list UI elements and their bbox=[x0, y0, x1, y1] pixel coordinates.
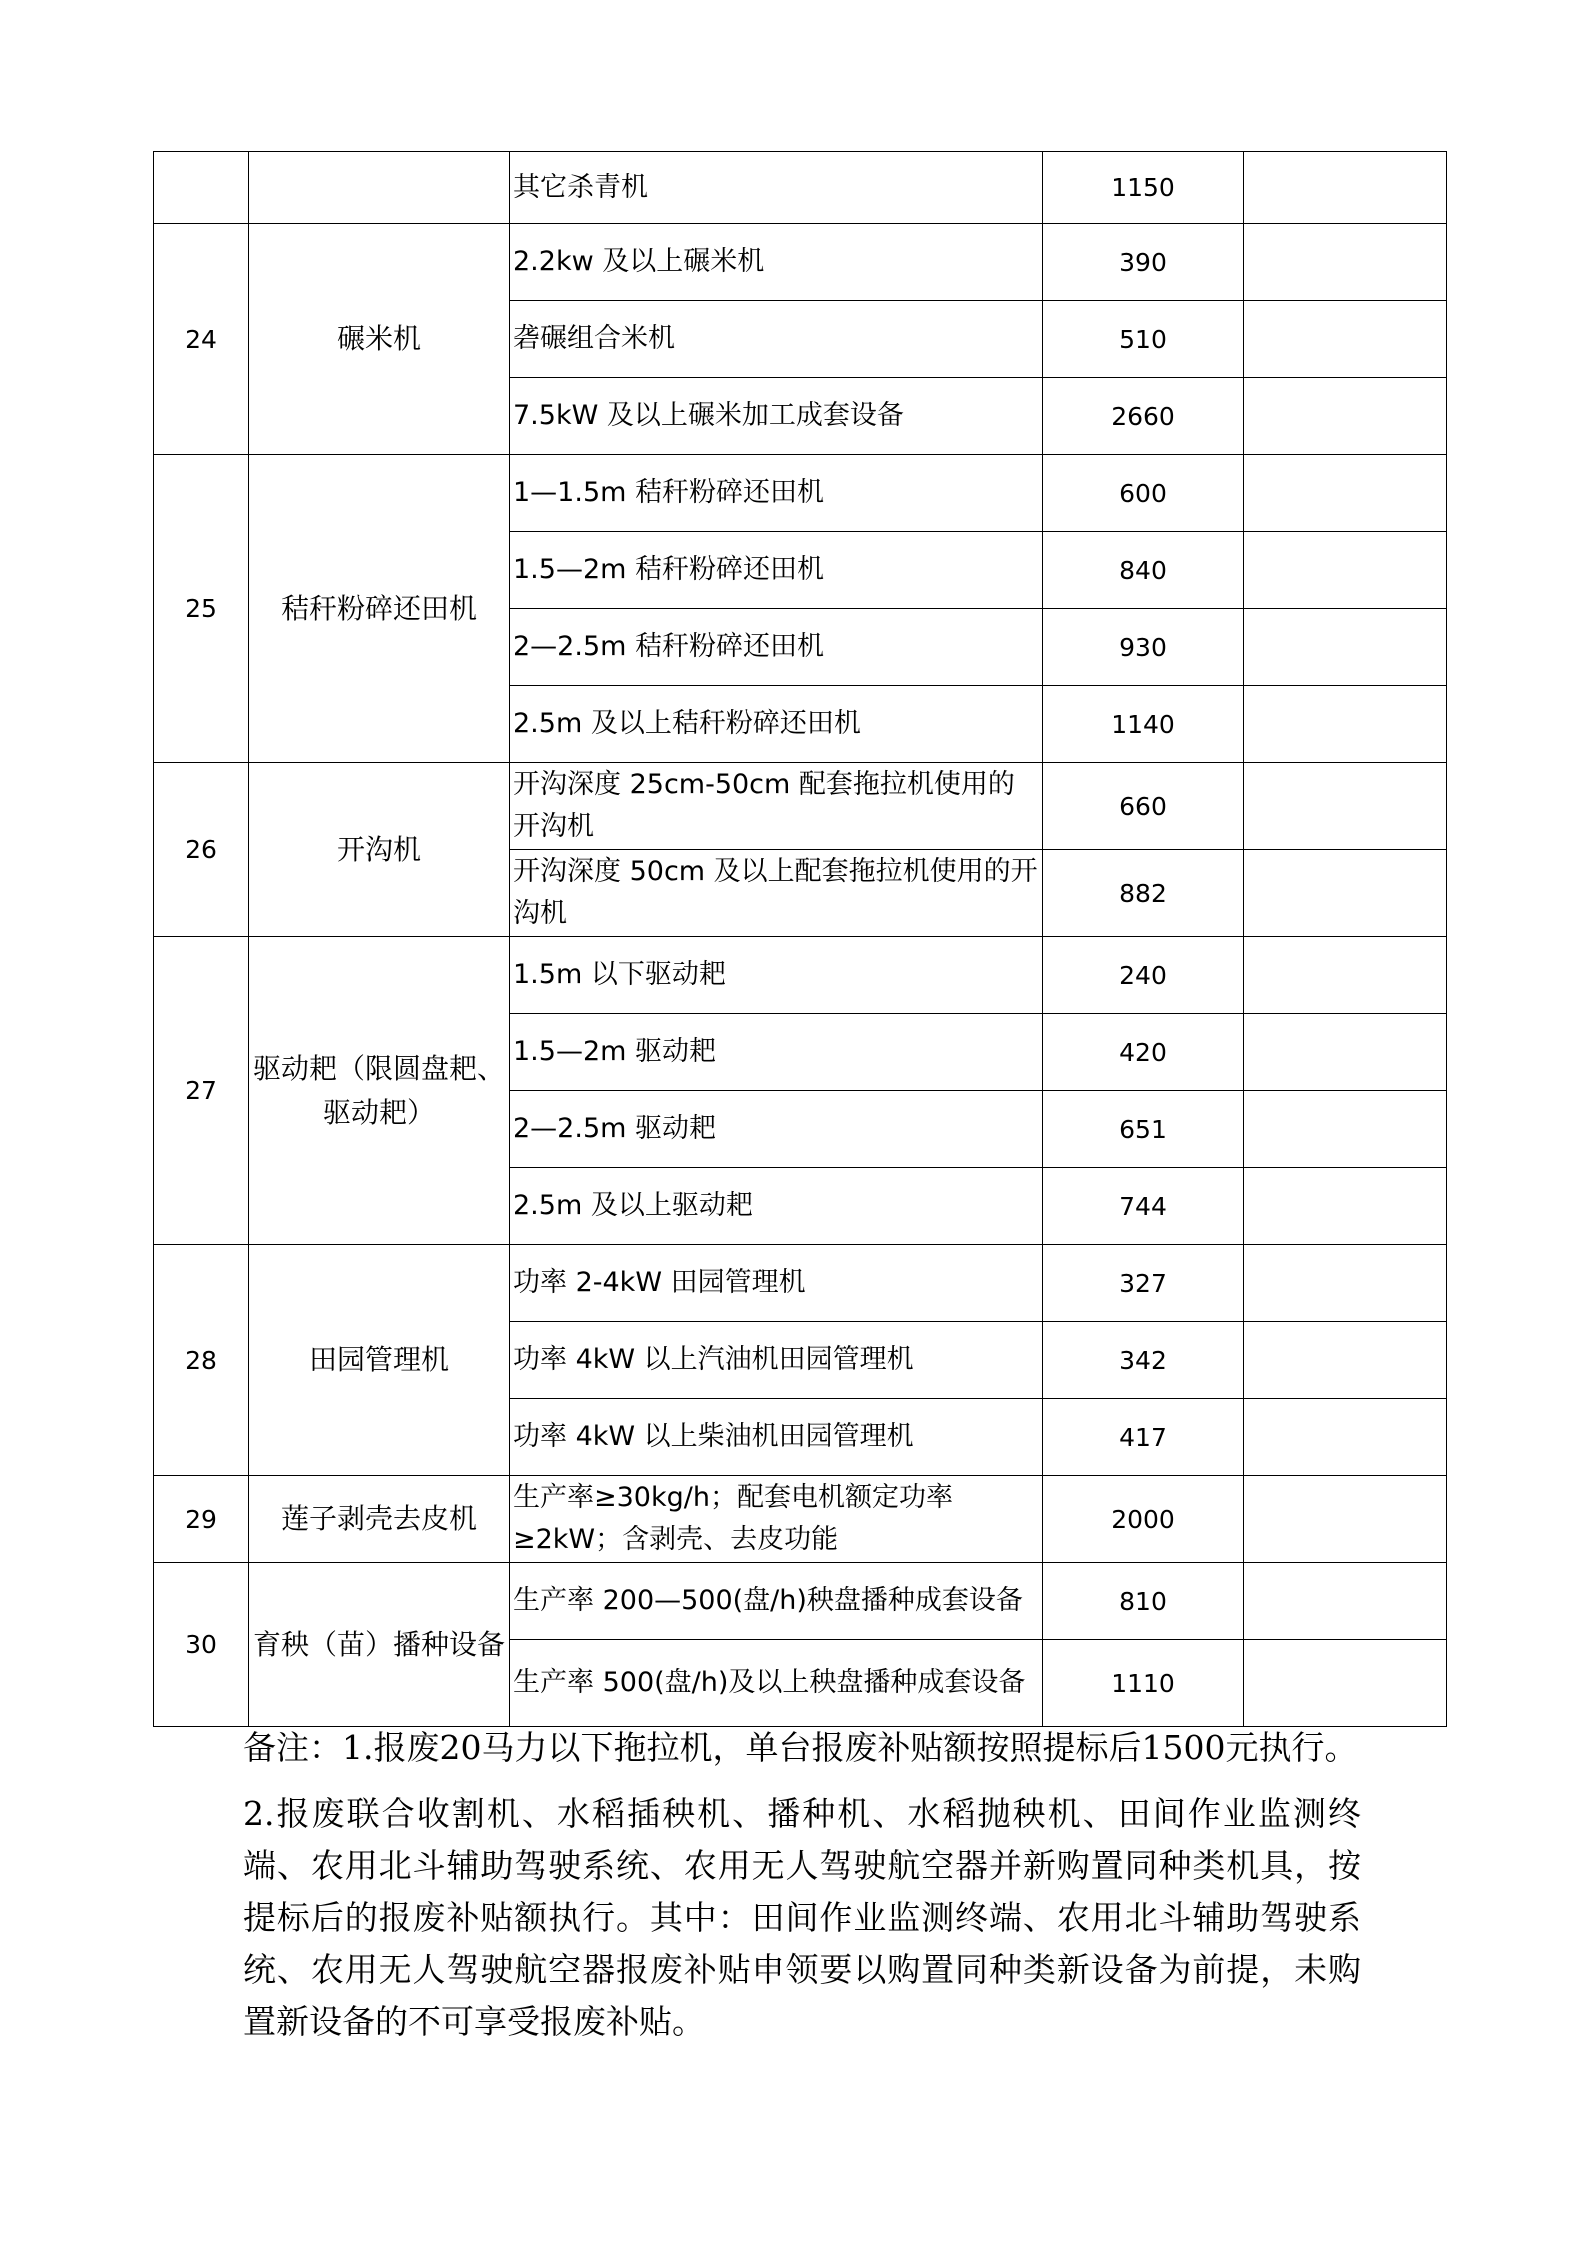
category-number: 28 bbox=[154, 1245, 249, 1476]
subsidy-amount: 510 bbox=[1043, 301, 1244, 378]
category-number: 25 bbox=[154, 455, 249, 763]
item-description: 2.5m 及以上驱动耙 bbox=[510, 1168, 1043, 1245]
subsidy-amount: 882 bbox=[1043, 850, 1244, 937]
remark-cell bbox=[1244, 455, 1447, 532]
remark-cell bbox=[1244, 763, 1447, 850]
subsidy-amount: 744 bbox=[1043, 1168, 1244, 1245]
remark-cell bbox=[1244, 1640, 1447, 1727]
category-number: 29 bbox=[154, 1476, 249, 1563]
subsidy-table bbox=[153, 151, 1447, 1727]
item-description: 2.2kw 及以上碾米机 bbox=[510, 224, 1043, 301]
item-description: 2.5m 及以上秸秆粉碎还田机 bbox=[510, 686, 1043, 763]
subsidy-amount: 810 bbox=[1043, 1563, 1244, 1640]
table-row bbox=[154, 937, 1447, 1014]
table-row bbox=[154, 1245, 1447, 1322]
category-name: 开沟机 bbox=[249, 763, 510, 937]
remark-cell bbox=[1244, 1563, 1447, 1640]
remark-cell bbox=[1244, 686, 1447, 763]
subsidy-amount: 930 bbox=[1043, 609, 1244, 686]
item-description: 生产率≥30kg/h；配套电机额定功率≥2kW；含剥壳、去皮功能 bbox=[510, 1476, 1043, 1563]
item-description: 1.5—2m 驱动耙 bbox=[510, 1014, 1043, 1091]
category-name-cell bbox=[249, 152, 510, 224]
note-1: 备注：1.报废20马力以下拖拉机，单台报废补贴额按照提标后1500元执行。 bbox=[243, 1728, 1358, 1767]
item-description: 功率 4kW 以上柴油机田园管理机 bbox=[510, 1399, 1043, 1476]
category-name: 秸秆粉碎还田机 bbox=[249, 455, 510, 763]
category-name: 莲子剥壳去皮机 bbox=[249, 1476, 510, 1563]
item-description: 生产率 200—500(盘/h)秧盘播种成套设备 bbox=[510, 1563, 1043, 1640]
subsidy-table-body bbox=[154, 152, 1447, 1727]
remark-cell bbox=[1244, 1322, 1447, 1399]
category-number: 30 bbox=[154, 1563, 249, 1727]
item-description: 2—2.5m 秸秆粉碎还田机 bbox=[510, 609, 1043, 686]
remark-cell bbox=[1244, 850, 1447, 937]
table-row bbox=[154, 152, 1447, 224]
item-description: 2—2.5m 驱动耙 bbox=[510, 1091, 1043, 1168]
category-name: 田园管理机 bbox=[249, 1245, 510, 1476]
item-description: 开沟深度 50cm 及以上配套拖拉机使用的开沟机 bbox=[510, 850, 1043, 937]
remark-cell bbox=[1244, 224, 1447, 301]
subsidy-amount: 660 bbox=[1043, 763, 1244, 850]
item-description: 1.5m 以下驱动耙 bbox=[510, 937, 1043, 1014]
remark-cell bbox=[1244, 378, 1447, 455]
table-row bbox=[154, 1563, 1447, 1640]
table-row bbox=[154, 1476, 1447, 1563]
item-description: 1—1.5m 秸秆粉碎还田机 bbox=[510, 455, 1043, 532]
remark-cell bbox=[1244, 937, 1447, 1014]
remark-cell bbox=[1244, 1014, 1447, 1091]
item-description: 功率 2-4kW 田园管理机 bbox=[510, 1245, 1043, 1322]
subsidy-amount: 390 bbox=[1043, 224, 1244, 301]
remark-cell bbox=[1244, 1168, 1447, 1245]
item-description: 1.5—2m 秸秆粉碎还田机 bbox=[510, 532, 1043, 609]
remark-cell bbox=[1244, 301, 1447, 378]
remark-cell bbox=[1244, 1399, 1447, 1476]
notes-section bbox=[243, 1722, 1361, 2048]
subsidy-amount: 420 bbox=[1043, 1014, 1244, 1091]
subsidy-amount: 417 bbox=[1043, 1399, 1244, 1476]
remark-cell bbox=[1244, 609, 1447, 686]
item-description: 7.5kW 及以上碾米加工成套设备 bbox=[510, 378, 1043, 455]
subsidy-amount: 240 bbox=[1043, 937, 1244, 1014]
item-description: 开沟深度 25cm-50cm 配套拖拉机使用的开沟机 bbox=[510, 763, 1043, 850]
subsidy-amount: 1140 bbox=[1043, 686, 1244, 763]
table-row bbox=[154, 455, 1447, 532]
subsidy-amount: 2660 bbox=[1043, 378, 1244, 455]
subsidy-amount: 1110 bbox=[1043, 1640, 1244, 1727]
remark-cell bbox=[1244, 1476, 1447, 1563]
subsidy-amount: 327 bbox=[1043, 1245, 1244, 1322]
table-row bbox=[154, 763, 1447, 850]
category-number: 26 bbox=[154, 763, 249, 937]
remark-cell bbox=[1244, 1245, 1447, 1322]
category-number-cell bbox=[154, 152, 249, 224]
subsidy-amount: 342 bbox=[1043, 1322, 1244, 1399]
category-number: 24 bbox=[154, 224, 249, 455]
remark-cell bbox=[1244, 532, 1447, 609]
item-description: 生产率 500(盘/h)及以上秧盘播种成套设备 bbox=[510, 1640, 1043, 1727]
item-description: 砻碾组合米机 bbox=[510, 301, 1043, 378]
subsidy-amount: 2000 bbox=[1043, 1476, 1244, 1563]
category-number: 27 bbox=[154, 937, 249, 1245]
remark-cell bbox=[1244, 152, 1447, 224]
category-name: 驱动耙（限圆盘耙、驱动耙） bbox=[249, 937, 510, 1245]
item-description: 其它杀青机 bbox=[510, 152, 1043, 224]
note-2: 2.报废联合收割机、水稻插秧机、播种机、水稻抛秧机、田间作业监测终端、农用北斗辅助驾驶系统、农用无人驾驶航空器并新购置同种类机具，按提标后的报废补贴额执行。其中：田间作业监测终端、农用北斗辅助驾驶系统、农用无人驾驶航空器报废补贴申领要以购置同种类新设备为前提，未购置新设备的不可享受报废补贴。 bbox=[243, 1794, 1361, 2041]
category-name: 育秧（苗）播种设备 bbox=[249, 1563, 510, 1727]
table-row bbox=[154, 224, 1447, 301]
subsidy-amount: 1150 bbox=[1043, 152, 1244, 224]
subsidy-amount: 600 bbox=[1043, 455, 1244, 532]
remark-cell bbox=[1244, 1091, 1447, 1168]
category-name: 碾米机 bbox=[249, 224, 510, 455]
subsidy-amount: 840 bbox=[1043, 532, 1244, 609]
item-description: 功率 4kW 以上汽油机田园管理机 bbox=[510, 1322, 1043, 1399]
subsidy-amount: 651 bbox=[1043, 1091, 1244, 1168]
